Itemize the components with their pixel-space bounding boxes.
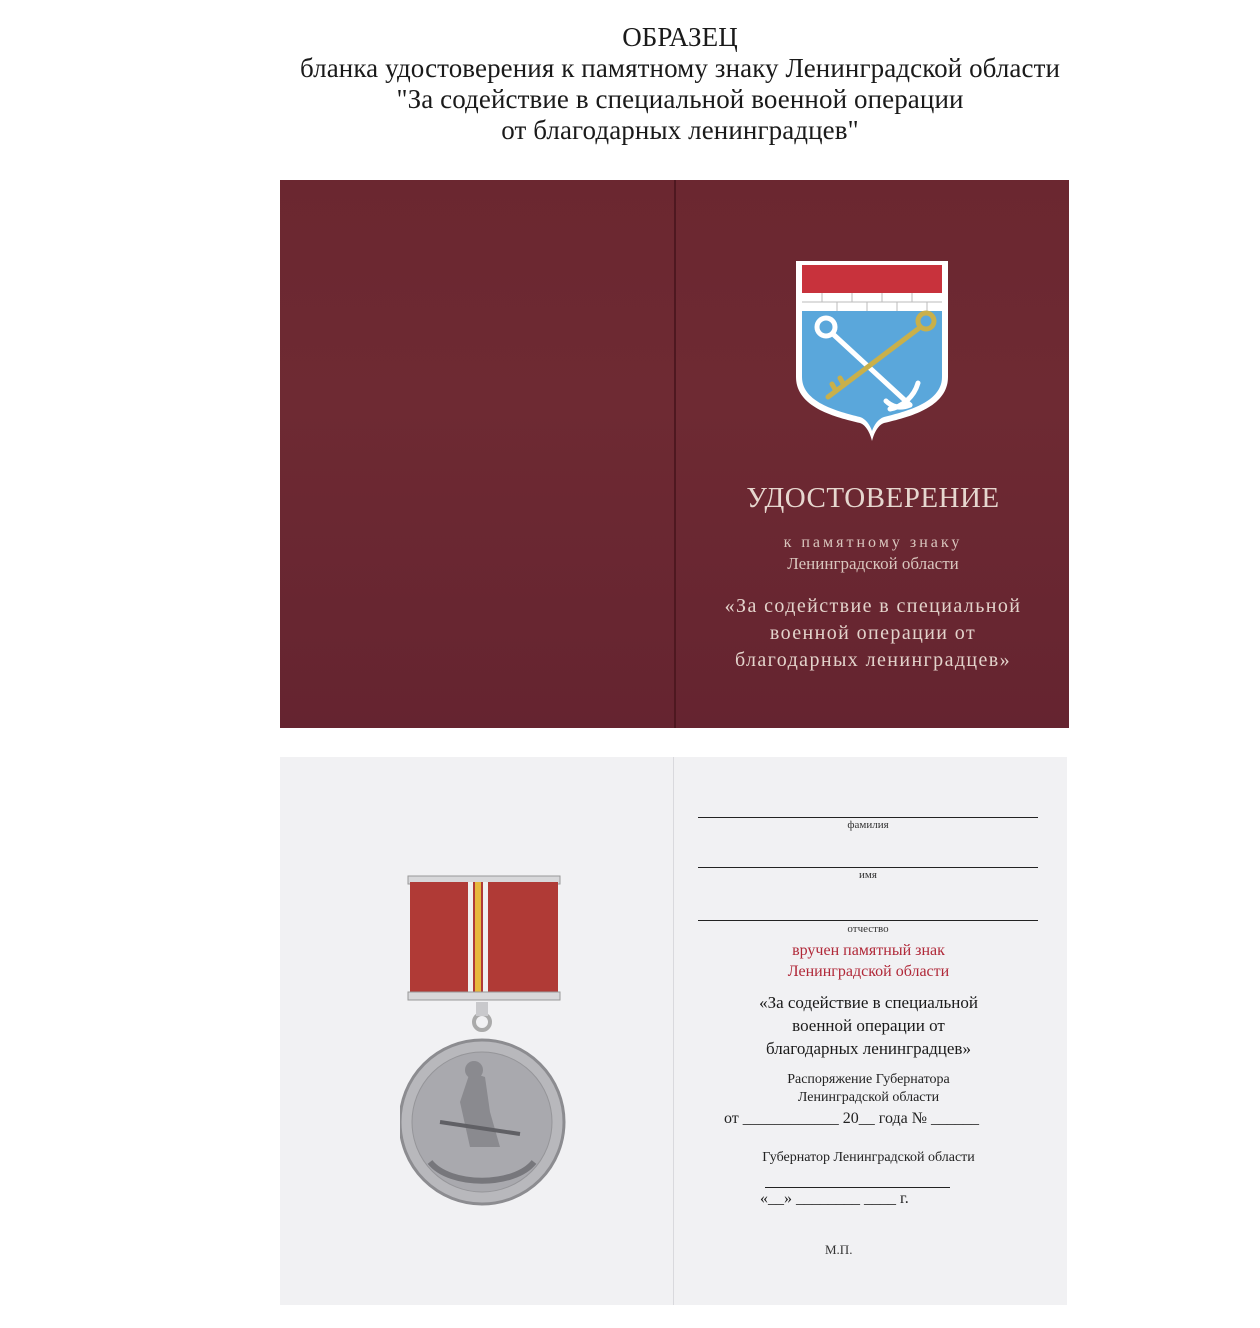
header-line-2: "За содействие в специальной военной операции bbox=[396, 84, 964, 114]
header-line-1: бланка удостоверения к памятному знаку Ленинградской области bbox=[299, 53, 1061, 83]
award-name-line-2: военной операции от bbox=[792, 1016, 945, 1035]
certificate-cover bbox=[280, 180, 1069, 728]
medal-icon bbox=[400, 872, 568, 1207]
cover-award-line-2: военной операции от bbox=[769, 622, 977, 644]
coat-of-arms-icon bbox=[792, 257, 952, 443]
decree-line-2: Ленинградской области bbox=[797, 1090, 940, 1105]
decree-line-1: Распоряжение Губернатора bbox=[787, 1072, 950, 1087]
cover-award-name bbox=[677, 593, 1069, 674]
awarded-line-2: Ленинградской области bbox=[787, 963, 950, 980]
cover-back bbox=[280, 180, 675, 728]
patronymic-caption: отчество bbox=[847, 923, 889, 935]
patronymic-line[interactable] bbox=[698, 920, 1038, 921]
page-header bbox=[0, 22, 1260, 146]
cover-award-line-3: благодарных ленинградцев» bbox=[734, 649, 1012, 671]
cover-subtitle-1: к памятному знаку bbox=[783, 534, 963, 551]
award-name-line-3: благодарных ленинградцев» bbox=[766, 1039, 971, 1058]
signature-line[interactable] bbox=[765, 1187, 950, 1188]
surname-line[interactable] bbox=[698, 817, 1038, 818]
certificate-inner-spread bbox=[280, 757, 1067, 1305]
sample-title: ОБРАЗЕЦ bbox=[622, 22, 738, 52]
surname-caption: фамилия bbox=[847, 819, 889, 831]
cover-award-line-1: «За содействие в специальной bbox=[724, 595, 1022, 617]
cover-fold bbox=[674, 180, 676, 728]
stamp-place: М.П. bbox=[825, 1242, 853, 1257]
governor-caption: Губернатор Ленинградской области bbox=[762, 1150, 975, 1165]
award-name-line-1: «За содействие в специальной bbox=[759, 993, 978, 1012]
header-line-3: от благодарных ленинградцев" bbox=[501, 115, 859, 145]
cover-title: УДОСТОВЕРЕНИЕ bbox=[746, 482, 1000, 514]
name-caption: имя bbox=[859, 869, 877, 881]
decree-date-field[interactable]: от ____________ 20__ года № ______ bbox=[724, 1110, 979, 1127]
awarded-line-1: вручен памятный знак bbox=[792, 942, 945, 959]
inner-fold bbox=[673, 757, 674, 1305]
signature-date-field[interactable]: «__» ________ ____ г. bbox=[760, 1190, 909, 1207]
cover-subtitle-2: Ленинградской области bbox=[787, 554, 959, 573]
name-line[interactable] bbox=[698, 867, 1038, 868]
